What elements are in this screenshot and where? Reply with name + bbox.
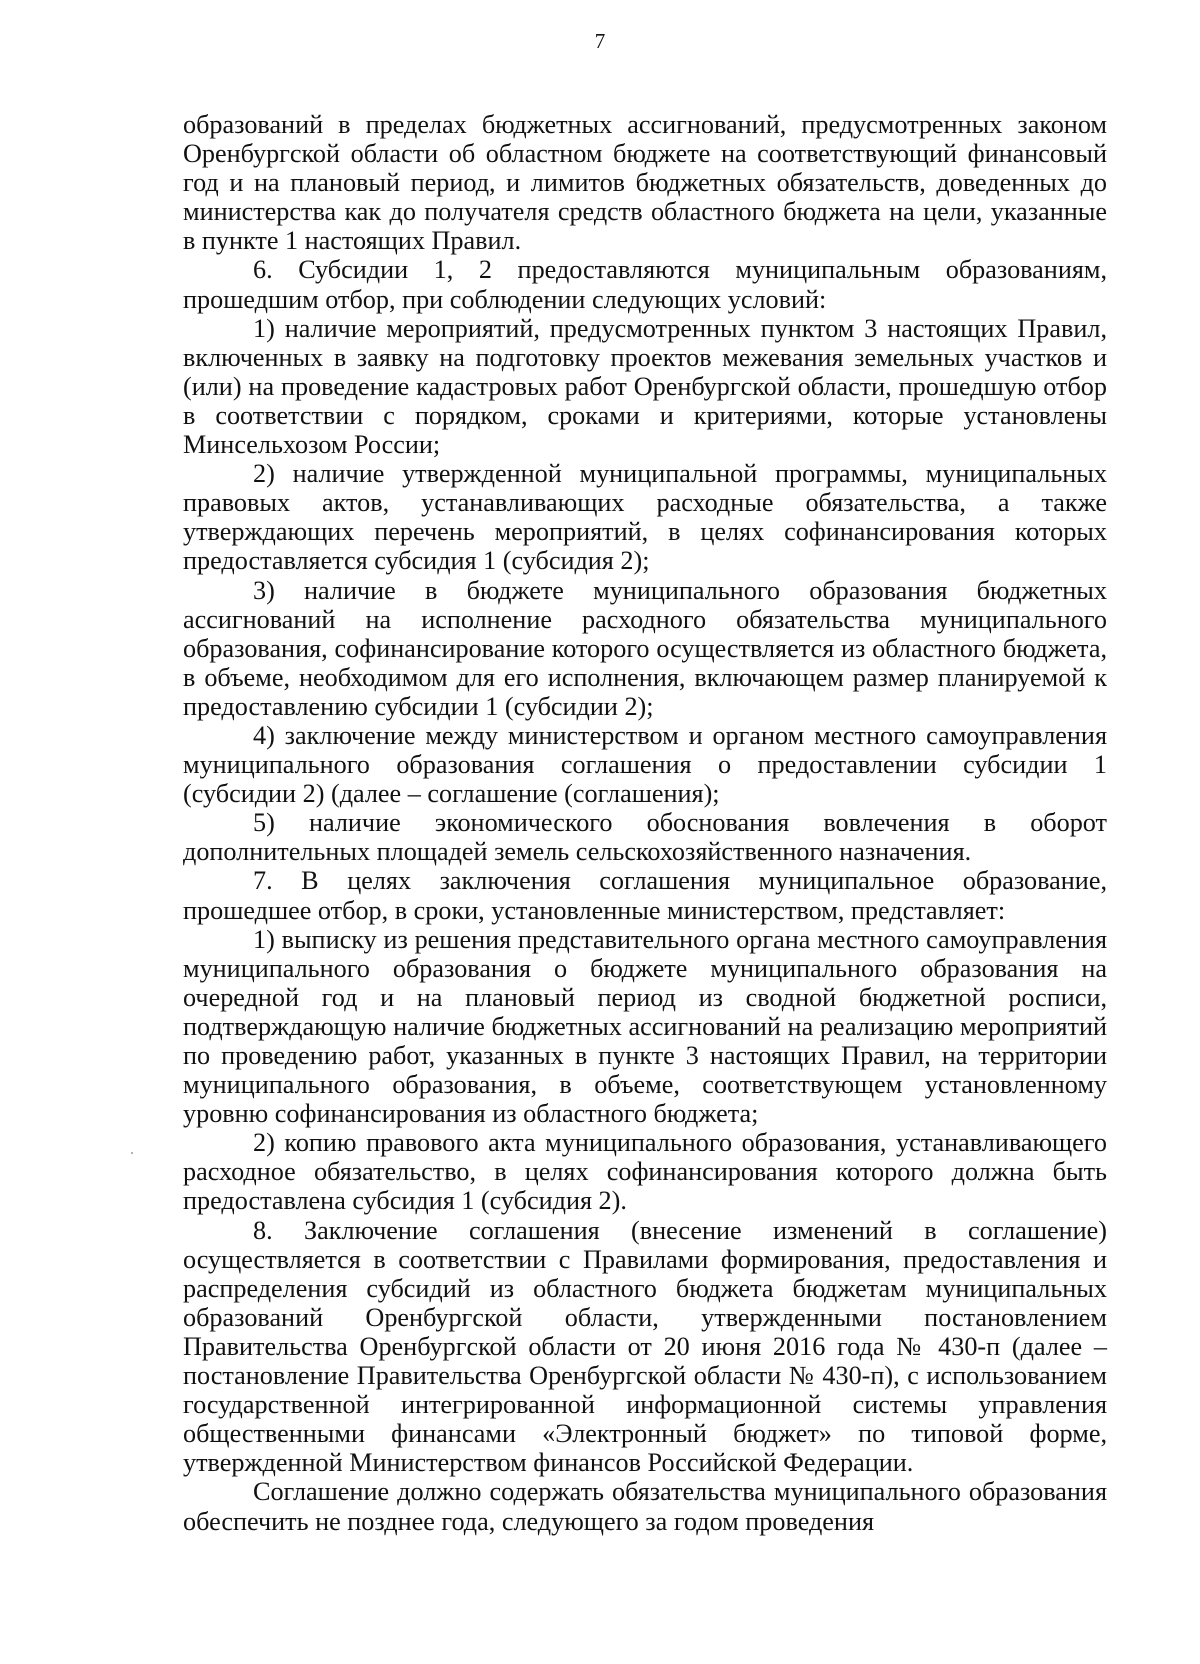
paragraph-condition-4: 4) заключение между министерством и органом местного самоуправления муниципального образования соглашения о предоставлении субсидии 1 (субсидии 2) (далее – соглашение (соглашения); xyxy=(183,720,1107,809)
paragraph-condition-3: 3) наличие в бюджете муниципального образования бюджетных ассигнований на исполнение расходного обязательства муниципального образования, софинансирование которого осуществляется из областного бюджета, в объеме, необходимом для его исполнения, включающем размер планируемой к предоставлению субсидии 1 (субсидии 2); xyxy=(183,575,1107,721)
paragraph-document-1: 1) выписку из решения представительного органа местного самоуправления муниципального образования о бюджете муниципального образования на очередной год и на плановый период из сводной бюджетной росписи, подтверждающую наличие бюджетных ассигнований на реализацию мероприятий по проведению работ, указанных в пункте 3 настоящих Правил, на территории муниципального образования, в объеме, соответствующем установленному уровню софинансирования из областного бюджета; xyxy=(183,924,1107,1129)
paragraph-item-8: 8. Заключение соглашения (внесение изменений в соглашение) осуществляется в соответствии с Правилами формирования, предоставления и распределения субсидий из областного бюджета бюджетам муниципальных образований Оренбургской области, утвержденными постановлением Правительства Оренбургской области от 20 июня 2016 года № 430-п (далее – постановление Правительства Оренбургской области № 430-п), с использованием государственной интегрированной информационной системы управления общественными финансами «Электронный бюджет» по типовой форме, утвержденной Министерством финансов Российской Федерации. xyxy=(183,1215,1107,1478)
paragraph-continuation: образований в пределах бюджетных ассигнований, предусмотренных законом Оренбургской области об областном бюджете на соответствующий финансовый год и на плановый период, и лимитов бюджетных обязательств, доведенных до министерства как до получателя средств областного бюджета на цели, указанные в пункте 1 настоящих Правил. xyxy=(183,110,1107,256)
paragraph-item-6: 6. Субсидии 1, 2 предоставляются муниципальным образованиям, прошедшим отбор, при соблюдении следующих условий: xyxy=(183,255,1107,314)
paragraph-document-2: 2) копию правового акта муниципального образования, устанавливающего расходное обязательство, в целях софинансирования которого должна быть предоставлена субсидия 1 (субсидия 2). xyxy=(183,1128,1107,1216)
scan-speck xyxy=(131,1152,133,1154)
paragraph-condition-5: 5) наличие экономического обоснования вовлечения в оборот дополнительных площадей земель сельскохозяйственного назначения. xyxy=(183,808,1107,867)
page-number: 7 xyxy=(594,29,606,53)
paragraph-condition-1: 1) наличие мероприятий, предусмотренных пунктом 3 настоящих Правил, включенных в заявку на подготовку проектов межевания земельных участков и (или) на проведение кадастровых работ Оренбургской области, прошедшую отбор в соответствии с порядком, сроками и критериями, которые установлены Минсельхозом России; xyxy=(183,313,1107,460)
document-body xyxy=(183,110,1107,1536)
paragraph-item-7: 7. В целях заключения соглашения муниципальное образование, прошедшее отбор, в сроки, установленные министерством, представляет: xyxy=(183,866,1107,925)
paragraph-agreement: Соглашение должно содержать обязательства муниципального образования обеспечить не позднее года, следующего за годом проведения xyxy=(183,1477,1107,1536)
paragraph-condition-2: 2) наличие утвержденной муниципальной программы, муниципальных правовых актов, устанавливающих расходные обязательства, а также утверждающих перечень мероприятий, в целях софинансирования которых предоставляется субсидия 1 (субсидия 2); xyxy=(183,459,1107,576)
